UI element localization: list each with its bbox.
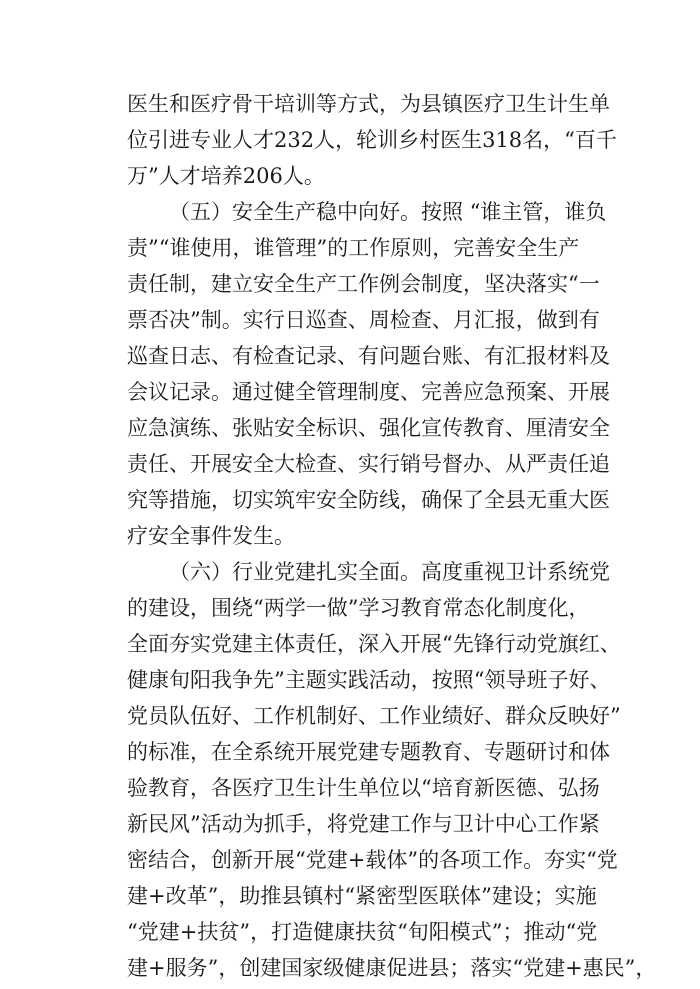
text-line: 究等措施，切实筑牢安全防线，确保了全县无重大医	[127, 488, 610, 512]
text-line: 建+服务”，创建国家级健康促进县；落实“党建+惠民”，	[127, 956, 657, 980]
text-line: 验教育，各医疗卫生计生单位以“培育新医德、弘扬	[127, 776, 600, 800]
text-line: 建+改革”，助推县镇村“紧密型医联体”建设；实施	[127, 884, 597, 908]
text-line: 医生和医疗骨干培训等方式，为县镇医疗卫生计生单	[127, 92, 610, 116]
text-line: 会议记录。通过健全管理制度、完善应急预案、开展	[127, 380, 610, 404]
text-line: 全面夯实党建主体责任，深入开展“先锋行动党旗红、	[127, 632, 621, 656]
text-line: 的标准，在全系统开展党建专题教育、专题研讨和体	[127, 740, 610, 764]
text-line: 责任、开展安全大检查、实行销号督办、从严责任追	[127, 452, 610, 476]
text-line: 党员队伍好、工作机制好、工作业绩好、群众反映好”	[127, 704, 621, 728]
text-line: “党建+扶贫”，打造健康扶贫“旬阳模式”；推动“党	[127, 920, 598, 944]
text-line: 票否决”制。实行日巡查、周检查、月汇报，做到有	[127, 308, 600, 332]
text-line: 的建设，围绕“两学一做”学习教育常态化制度化，	[127, 596, 590, 620]
text-line: 责任制，建立安全生产工作例会制度，坚决落实“一	[127, 272, 600, 296]
text-line: 责”“谁使用，谁管理”的工作原则，完善安全生产	[127, 236, 580, 260]
text-line: 应急演练、张贴安全标识、强化宣传教育、厘清安全	[127, 416, 610, 440]
text-line: 新民风”活动为抓手，将党建工作与卫计中心工作紧	[127, 812, 600, 836]
paragraph-five-heading-line: （五）安全生产稳中向好。按照 “谁主管，谁负	[169, 200, 607, 224]
text-line: 疗安全事件发生。	[127, 524, 295, 548]
text-line: 健康旬阳我争先”主题实践活动，按照“领导班子好、	[127, 668, 611, 692]
text-line: 位引进专业人才232人，轮训乡村医生318名，“百千	[127, 128, 617, 152]
text-line: 万”人才培养206人。	[127, 164, 325, 188]
text-line: 密结合，创新开展“党建+载体”的各项工作。夯实“党	[127, 848, 618, 872]
text-line: 巡查日志、有检查记录、有问题台账、有汇报材料及	[127, 344, 610, 368]
paragraph-six-heading-line: （六）行业党建扎实全面。高度重视卫计系统党	[169, 560, 610, 584]
